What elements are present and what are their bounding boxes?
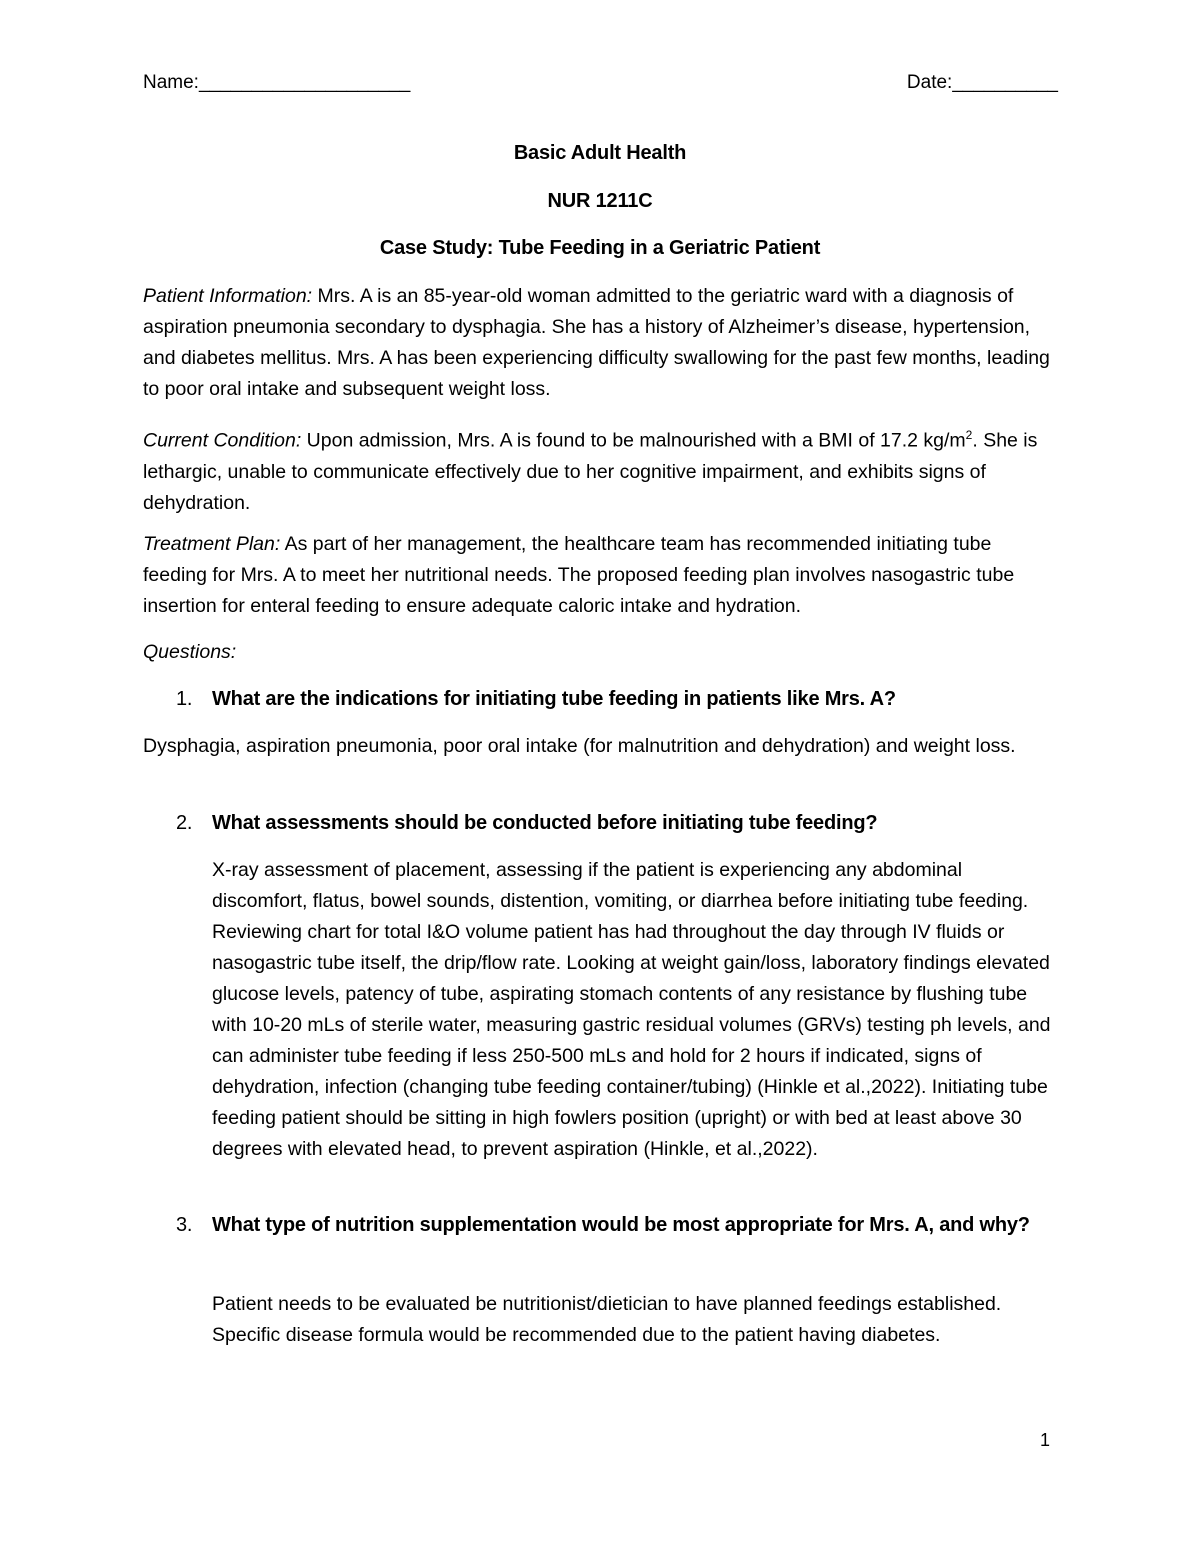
question-2-number: 2. (176, 812, 193, 834)
treatment-plan-text: As part of her management, the healthcare team has recommended initiating tube feeding for Mrs. A to meet her nutritional needs. The proposed feeding plan involves nasogastric tube insertion for enteral feeding to ensure adequate caloric intake and hydration. (143, 533, 1015, 617)
answer-2: X-ray assessment of placement, assessing if the patient is experiencing any abdominal discomfort, flatus, bowel sounds, distention, vomiting, or diarrhea before initiating tube feeding. Reviewing chart for total I&O volume patient has had throughout the day through IV fluids or nasogastric tube itself, the drip/flow rate. Looking at weight gain/loss, laboratory findings elevated glucose levels, patency of tube, aspirating stomach contents of any resistance by flushing tube with 10-20 mLs of sterile water, measuring gastric residual volumes (GRVs) testing ph levels, and can administer tube feeding if less 250-500 mLs and hold for 2 hours if indicated, signs of dehydration, infection (changing tube feeding container/tubing) (Hinkle et al.,2022). Initiating tube feeding patient should be sitting in high fowlers position (upright) or with bed at least above 30 degrees with elevated head, to prevent aspiration (Hinkle, et al.,2022). (212, 859, 1051, 1160)
current-condition-label: Current Condition: (143, 429, 302, 452)
answer-1: Dysphagia, aspiration pneumonia, poor oral intake (for malnutrition and dehydration) and weight loss. (143, 735, 1016, 757)
question-1-text: What are the indications for initiating tube feeding in patients like Mrs. A? (212, 688, 896, 710)
current-condition-text-start: Upon admission, Mrs. A is found to be malnourished with a BMI of 17.2 kg/m (301, 429, 966, 452)
current-condition-paragraph (143, 420, 1058, 519)
question-2-text: What assessments should be conducted before initiating tube feeding? (212, 812, 878, 834)
header-row (143, 72, 1058, 100)
page-number: 1 (1040, 1430, 1051, 1450)
name-field: Name:____________________ (143, 72, 411, 93)
treatment-plan-label: Treatment Plan: (143, 533, 281, 555)
question-3-number: 3. (176, 1214, 193, 1236)
question-3 (176, 1210, 1056, 1241)
question-2 (176, 808, 1056, 839)
answer-3: Patient needs to be evaluated be nutritionist/dietician to have planned feedings established. Specific disease formula would be recommended due to the patient having diabetes. (212, 1293, 1002, 1346)
course-title: Basic Adult Health (513, 142, 687, 164)
question-3-text: What type of nutrition supplementation would be most appropriate for Mrs. A, and why? (212, 1214, 1030, 1236)
treatment-plan-paragraph (143, 529, 1058, 622)
date-field: Date:__________ (906, 72, 1058, 93)
patient-information-label: Patient Information: (143, 285, 313, 307)
question-1 (176, 684, 1056, 715)
bmi-unit-superscript: 2 (965, 428, 973, 442)
question-1-number: 1. (176, 688, 193, 710)
current-condition-text-end: . She is lethargic, unable to communicate effectively due to her cognitive impairment, and exhibits signs of dehydration. (143, 429, 1038, 514)
patient-information-paragraph (143, 281, 1058, 405)
questions-label: Questions: (143, 641, 237, 663)
course-code: NUR 1211C (547, 190, 653, 212)
case-study-title: Case Study: Tube Feeding in a Geriatric Patient (379, 237, 821, 259)
patient-information-text: Mrs. A is an 85-year-old woman admitted to the geriatric ward with a diagnosis of aspiration pneumonia secondary to dysphagia. She has a history of Alzheimer’s disease, hypertension, and diabetes mellitus. Mrs. A has been experiencing difficulty swallowing for the past few months, leading to poor oral intake and subsequent weight loss. (143, 285, 1050, 400)
